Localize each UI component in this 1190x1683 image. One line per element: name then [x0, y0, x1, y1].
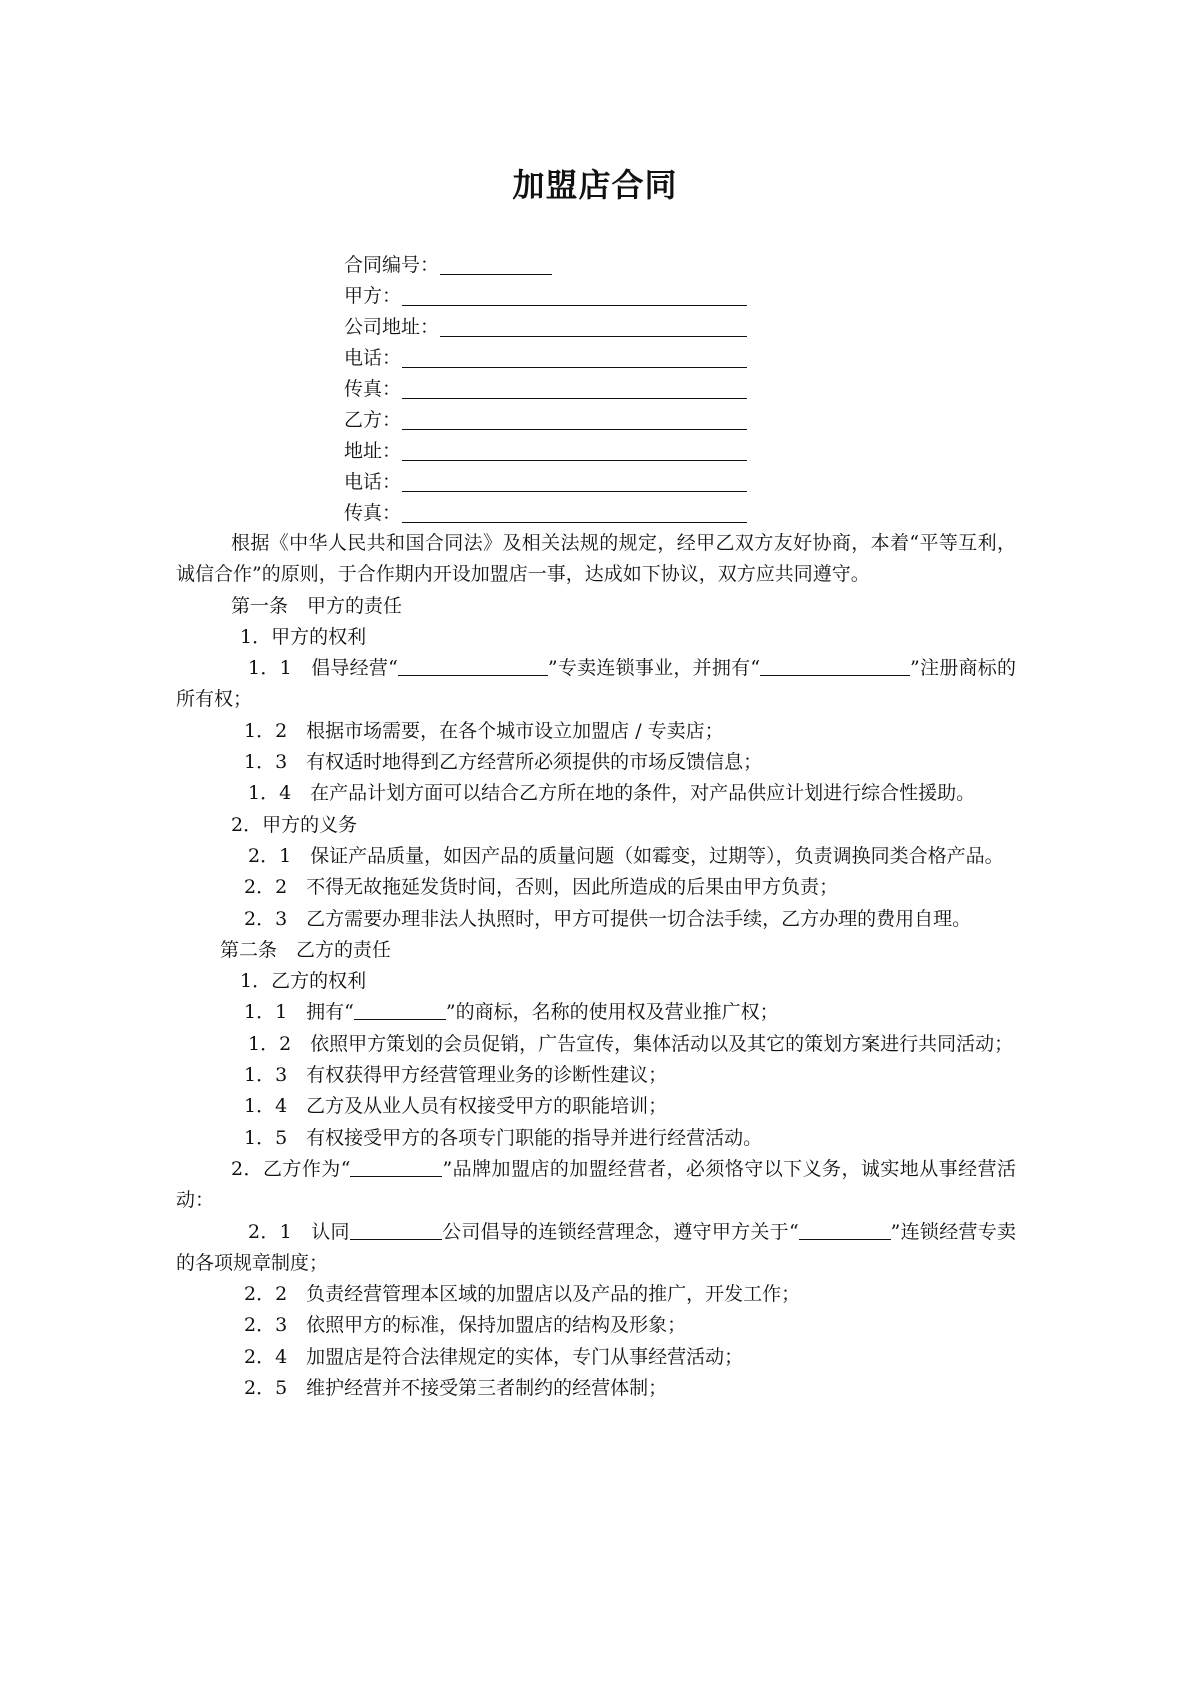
- party-b-field: [344, 405, 764, 436]
- blank-line[interactable]: [402, 460, 747, 461]
- clause-text: 2．乙方作为“: [231, 1157, 351, 1180]
- contract-number-field: [344, 250, 764, 281]
- clause-text: 公司倡导的连锁经营理念，遵守甲方关于“: [441, 1220, 799, 1243]
- clause-text: ”品牌加盟店的加盟经营者，必须恪守以下义务，诚实地从事经营活动：: [176, 1157, 1017, 1212]
- blank-line[interactable]: [440, 336, 747, 337]
- clause-2-4: 2．4 加盟店是符合法律规定的实体，专门从事经营活动；: [244, 1345, 744, 1368]
- clause-1-4: 1．4 在产品计划方面可以结合乙方所在地的条件，对产品供应计划进行综合性援助。: [248, 782, 976, 805]
- clause-1-1: [176, 997, 1016, 1028]
- company-address-field: [344, 312, 764, 343]
- party-a-phone-field: [344, 343, 764, 374]
- field-label: 电话：: [344, 471, 402, 493]
- blank-line[interactable]: [440, 274, 552, 275]
- clause-2-5: 2．5 维护经营并不接受第三者制约的经营体制；: [244, 1377, 668, 1400]
- field-label: 传真：: [344, 502, 402, 524]
- clause-1-1: [176, 653, 1016, 716]
- document-title: 加盟店合同: [512, 166, 678, 204]
- clause-text: ”连锁经营专卖的各项规章制度；: [176, 1220, 1017, 1274]
- field-label: 传真：: [344, 378, 402, 400]
- field-label: 乙方：: [344, 409, 402, 431]
- blank-line[interactable]: [402, 305, 747, 306]
- blank-line[interactable]: [402, 429, 747, 430]
- clause-text: ”专卖连锁事业，并拥有“: [547, 657, 761, 680]
- section-heading: 1．甲方的权利: [240, 625, 367, 648]
- blank-line[interactable]: [402, 522, 747, 523]
- intro-paragraph: 根据《中华人民共和国合同法》及相关法规的规定，经甲乙双方友好协商，本着“平等互利，诚信合作”的原则，于合作期内开设加盟店一事，达成如下协议，双方应共同遵守。: [176, 532, 1016, 586]
- field-label: 公司地址：: [344, 316, 440, 338]
- clause-1-5: 1．5 有权接受甲方的各项专门职能的指导并进行经营活动。: [244, 1126, 763, 1149]
- blank-line[interactable]: [760, 655, 910, 676]
- party-b-address-field: [344, 436, 764, 467]
- clause-2-2: 2．2 不得无故拖延发货时间，否则，因此所造成的后果由甲方负责；: [244, 876, 839, 899]
- clause-2-1: 2．1 保证产品质量，如因产品的质量问题（如霉变，过期等），负责调换同类合格产品。: [248, 844, 1004, 867]
- article-2-heading: 第二条 乙方的责任: [220, 938, 392, 961]
- clause-text: ”注册商标的所有权；: [176, 657, 1016, 711]
- blank-line[interactable]: [402, 367, 747, 368]
- blank-line[interactable]: [350, 1156, 442, 1177]
- party-a-fax-field: [344, 374, 764, 405]
- blank-line[interactable]: [350, 1219, 442, 1240]
- party-a-field: [344, 281, 764, 312]
- blank-line[interactable]: [402, 398, 747, 399]
- blank-line[interactable]: [799, 1219, 891, 1240]
- clause-text: 1．1 倡导经营“: [248, 657, 398, 680]
- section-heading: 2．甲方的义务: [231, 813, 358, 836]
- clause-1-4: 1．4 乙方及从业人员有权接受甲方的职能培训；: [244, 1095, 668, 1118]
- field-label: 地址：: [344, 440, 402, 462]
- section-heading: 1．乙方的权利: [240, 970, 367, 993]
- field-label: 甲方：: [344, 285, 402, 307]
- blank-line[interactable]: [402, 491, 747, 492]
- clause-text: 2．1 认同: [248, 1220, 350, 1243]
- blank-line[interactable]: [354, 999, 446, 1020]
- clause-2-3: 2．3 依照甲方的标准，保持加盟店的结构及形象；: [244, 1314, 687, 1337]
- clause-1-3: 1．3 有权获得甲方经营管理业务的诊断性建议；: [244, 1064, 668, 1087]
- contract-header-fields: [344, 250, 764, 529]
- clause-1-3: 1．3 有权适时地得到乙方经营所必须提供的市场反馈信息；: [244, 751, 763, 774]
- section-heading: [176, 1154, 1016, 1217]
- blank-line[interactable]: [398, 655, 548, 676]
- clause-2-1: [176, 1217, 1016, 1280]
- clause-text: ”的商标，名称的使用权及营业推广权；: [445, 1001, 779, 1024]
- field-label: 电话：: [344, 347, 402, 369]
- clause-1-2: 1．2 根据市场需要，在各个城市设立加盟店 / 专卖店；: [244, 719, 724, 742]
- party-b-phone-field: [344, 467, 764, 498]
- contract-body: [176, 528, 1016, 1404]
- clause-2-2: 2．2 负责经营管理本区域的加盟店以及产品的推广，开发工作；: [244, 1283, 801, 1306]
- clause-1-2: 1．2 依照甲方策划的会员促销，广告宣传，集体活动以及其它的策划方案进行共同活动；: [248, 1032, 1014, 1055]
- clause-2-3: 2．3 乙方需要办理非法人执照时，甲方可提供一切合法手续，乙方办理的费用自理。: [244, 907, 972, 930]
- clause-text: 1．1 拥有“: [244, 1001, 354, 1024]
- party-b-fax-field: [344, 498, 764, 529]
- field-label: 合同编号：: [344, 254, 440, 276]
- article-1-heading: 第一条 甲方的责任: [231, 594, 403, 617]
